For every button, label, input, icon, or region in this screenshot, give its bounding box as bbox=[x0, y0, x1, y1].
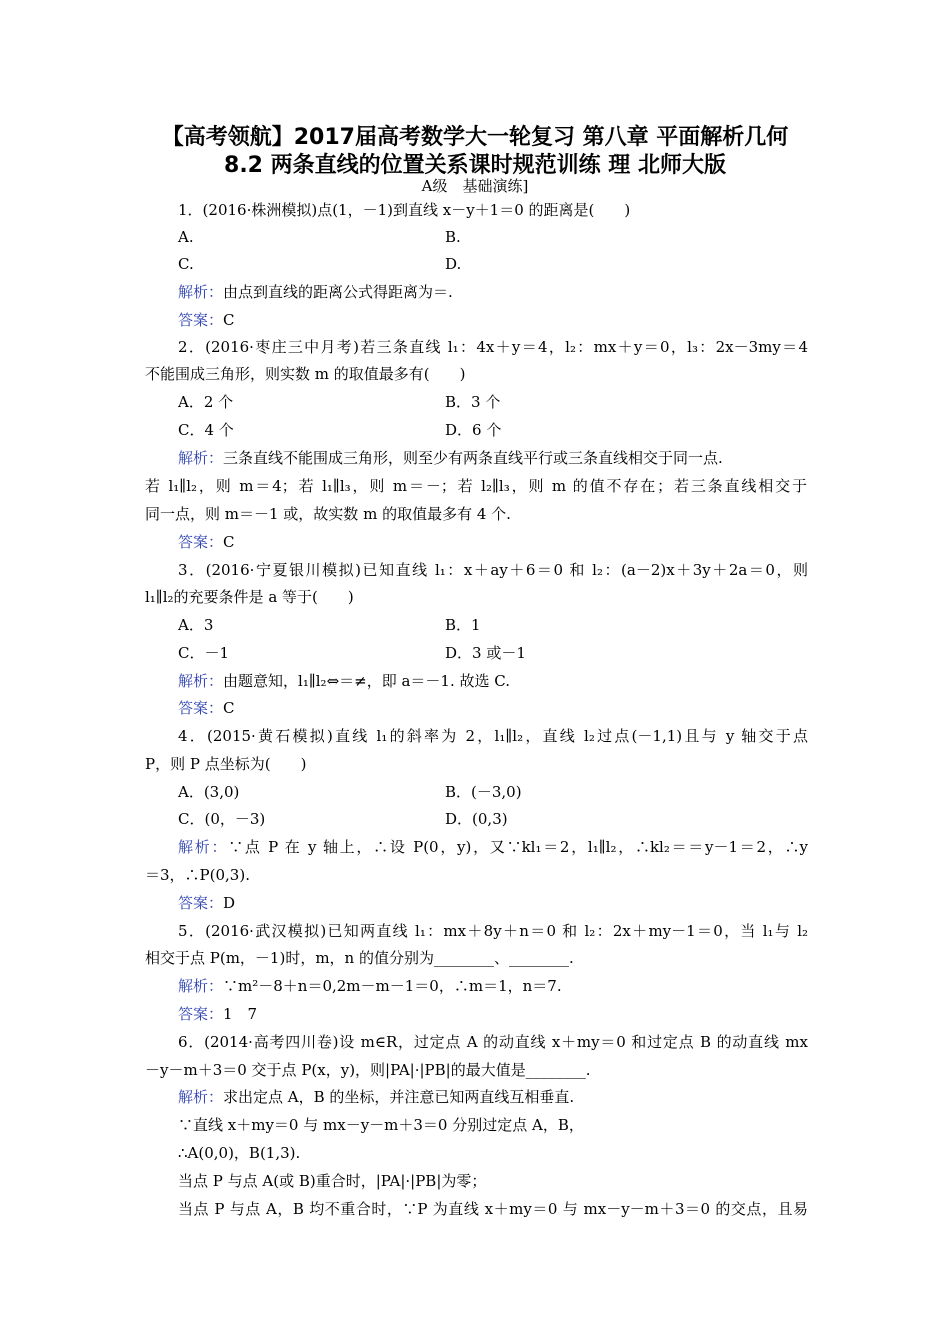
document-title-line-1: 【高考领航】2017届高考数学大一轮复习 第八章 平面解析几何 bbox=[161, 125, 789, 150]
q3-stem-line-2: l₁∥l₂的充要条件是 a 等于( ) bbox=[145, 588, 354, 606]
analysis-text: ∵m²－8＋n＝0,2m－m－1＝0，∴m＝1，n＝7. bbox=[223, 977, 562, 995]
q4-option-b: B．(－3,0) bbox=[445, 783, 522, 801]
answer-text: 1 7 bbox=[223, 1005, 258, 1023]
q4-analysis-line-2: ＝3，∴P(0,3). bbox=[145, 866, 250, 884]
q4-option-c: C．(0，－3) bbox=[178, 810, 266, 828]
q3-analysis bbox=[178, 670, 510, 692]
analysis-label: 解析： bbox=[178, 1088, 224, 1106]
q4-stem-line-2: P，则 P 点坐标为( ) bbox=[145, 755, 307, 773]
q2-analysis-line-3: 同一点，则 m＝－1 或，故实数 m 的取值最多有 4 个. bbox=[145, 505, 511, 523]
q1-option-c: C. bbox=[178, 255, 194, 273]
q4-stem-line-1: 4．(2015·黄石模拟)直线 l₁的斜率为 2，l₁∥l₂，直线 l₂过点(－1,1)且与 y 轴交于点 bbox=[178, 727, 808, 745]
q2-option-b: B．3 个 bbox=[445, 393, 501, 411]
answer-label: 答案： bbox=[178, 1005, 224, 1023]
q6-stem-line-1: 6．(2014·高考四川卷)设 m∈R，过定点 A 的动直线 x＋my＝0 和过定点 B 的动直线 mx bbox=[178, 1033, 808, 1051]
q2-stem-line-2: 不能围成三角形，则实数 m 的取值最多有( ) bbox=[145, 365, 466, 383]
q1-option-a: A. bbox=[178, 228, 194, 246]
q3-option-c: C．－1 bbox=[178, 644, 230, 662]
answer-text: C bbox=[223, 699, 235, 717]
q2-option-c: C．4 个 bbox=[178, 421, 234, 439]
q4-analysis-line-1 bbox=[178, 836, 808, 858]
answer-label: 答案： bbox=[178, 699, 224, 717]
q6-stem-line-2: －y－m＋3＝0 交于点 P(x，y)，则|PA|·|PB|的最大值是________. bbox=[145, 1061, 591, 1079]
analysis-label: 解析： bbox=[178, 283, 224, 301]
q1-answer bbox=[178, 309, 235, 331]
q5-analysis bbox=[178, 975, 562, 997]
section-heading: A级 基础演练] bbox=[421, 177, 529, 195]
q2-analysis-line-2: 若 l₁∥l₂，则 m＝4；若 l₁∥l₃，则 m＝－；若 l₂∥l₃，则 m 的值不存在；若三条直线相交于 bbox=[145, 477, 807, 495]
q6-analysis-line-5: 当点 P 与点 A，B 均不重合时，∵P 为直线 x＋my＝0 与 mx－y－m＋3＝0 的交点，且易 bbox=[178, 1200, 808, 1218]
analysis-label: 解析： bbox=[178, 977, 224, 995]
q3-option-a: A．3 bbox=[178, 616, 214, 634]
analysis-text: ∵点 P 在 y 轴上，∴设 P(0，y)，又∵kl₁＝2，l₁∥l₂，∴kl₂＝＝y－1＝2，∴y bbox=[228, 838, 808, 856]
analysis-text: 三条直线不能围成三角形，则至少有两条直线平行或三条直线相交于同一点. bbox=[223, 449, 723, 467]
analysis-text: 求出定点 A，B 的坐标，并注意已知两直线互相垂直. bbox=[223, 1088, 575, 1106]
analysis-label: 解析： bbox=[178, 449, 224, 467]
q3-option-d: D．3 或－1 bbox=[445, 644, 526, 662]
q5-stem-line-1: 5．(2016·武汉模拟)已知两直线 l₁：mx＋8y＋n＝0 和 l₂：2x＋my－1＝0，当 l₁与 l₂ bbox=[178, 922, 808, 940]
q2-option-a: A．2 个 bbox=[178, 393, 234, 411]
q1-option-d: D. bbox=[445, 255, 462, 273]
analysis-label: 解析： bbox=[178, 838, 229, 856]
q2-analysis-line-1 bbox=[178, 447, 723, 469]
answer-text: C bbox=[223, 311, 235, 329]
answer-label: 答案： bbox=[178, 894, 224, 912]
answer-label: 答案： bbox=[178, 311, 224, 329]
q5-answer bbox=[178, 1003, 257, 1025]
analysis-label: 解析： bbox=[178, 672, 224, 690]
q3-answer bbox=[178, 697, 235, 719]
q6-analysis-line-2: ∵直线 x＋my＝0 与 mx－y－m＋3＝0 分别过定点 A，B， bbox=[178, 1116, 584, 1134]
q6-analysis-line-4: 当点 P 与点 A(或 B)重合时，|PA|·|PB|为零； bbox=[178, 1172, 487, 1190]
q1-analysis bbox=[178, 281, 453, 303]
q6-analysis-line-1 bbox=[178, 1086, 574, 1108]
analysis-text: 由点到直线的距离公式得距离为＝. bbox=[223, 283, 453, 301]
answer-label: 答案： bbox=[178, 533, 224, 551]
q6-analysis-line-3: ∴A(0,0)，B(1,3). bbox=[178, 1144, 301, 1162]
q3-stem-line-1: 3．(2016·宁夏银川模拟)已知直线 l₁：x＋ay＋6＝0 和 l₂：(a－2)x＋3y＋2a＝0，则 bbox=[178, 561, 808, 579]
q2-option-d: D．6 个 bbox=[445, 421, 502, 439]
q4-option-d: D．(0,3) bbox=[445, 810, 508, 828]
q1-option-b: B. bbox=[445, 228, 461, 246]
q5-stem-line-2: 相交于点 P(m，－1)时，m，n 的值分别为________、________. bbox=[145, 949, 574, 967]
document-title-line-2: 8.2 两条直线的位置关系课时规范训练 理 北师大版 bbox=[224, 153, 726, 178]
q2-stem-line-1: 2．(2016·枣庄三中月考)若三条直线 l₁：4x＋y＝4，l₂：mx＋y＝0，l₃：2x－3my＝4 bbox=[178, 338, 808, 356]
analysis-text: 由题意知，l₁∥l₂⇔＝≠，即 a＝－1. 故选 C. bbox=[223, 672, 510, 690]
q4-answer bbox=[178, 892, 235, 914]
answer-text: D bbox=[223, 894, 236, 912]
q1-stem: 1．(2016·株洲模拟)点(1，－1)到直线 x－y＋1＝0 的距离是( ) bbox=[178, 201, 631, 219]
answer-text: C bbox=[223, 533, 235, 551]
q2-answer bbox=[178, 531, 235, 553]
q4-option-a: A．(3,0) bbox=[178, 783, 240, 801]
q3-option-b: B．1 bbox=[445, 616, 481, 634]
